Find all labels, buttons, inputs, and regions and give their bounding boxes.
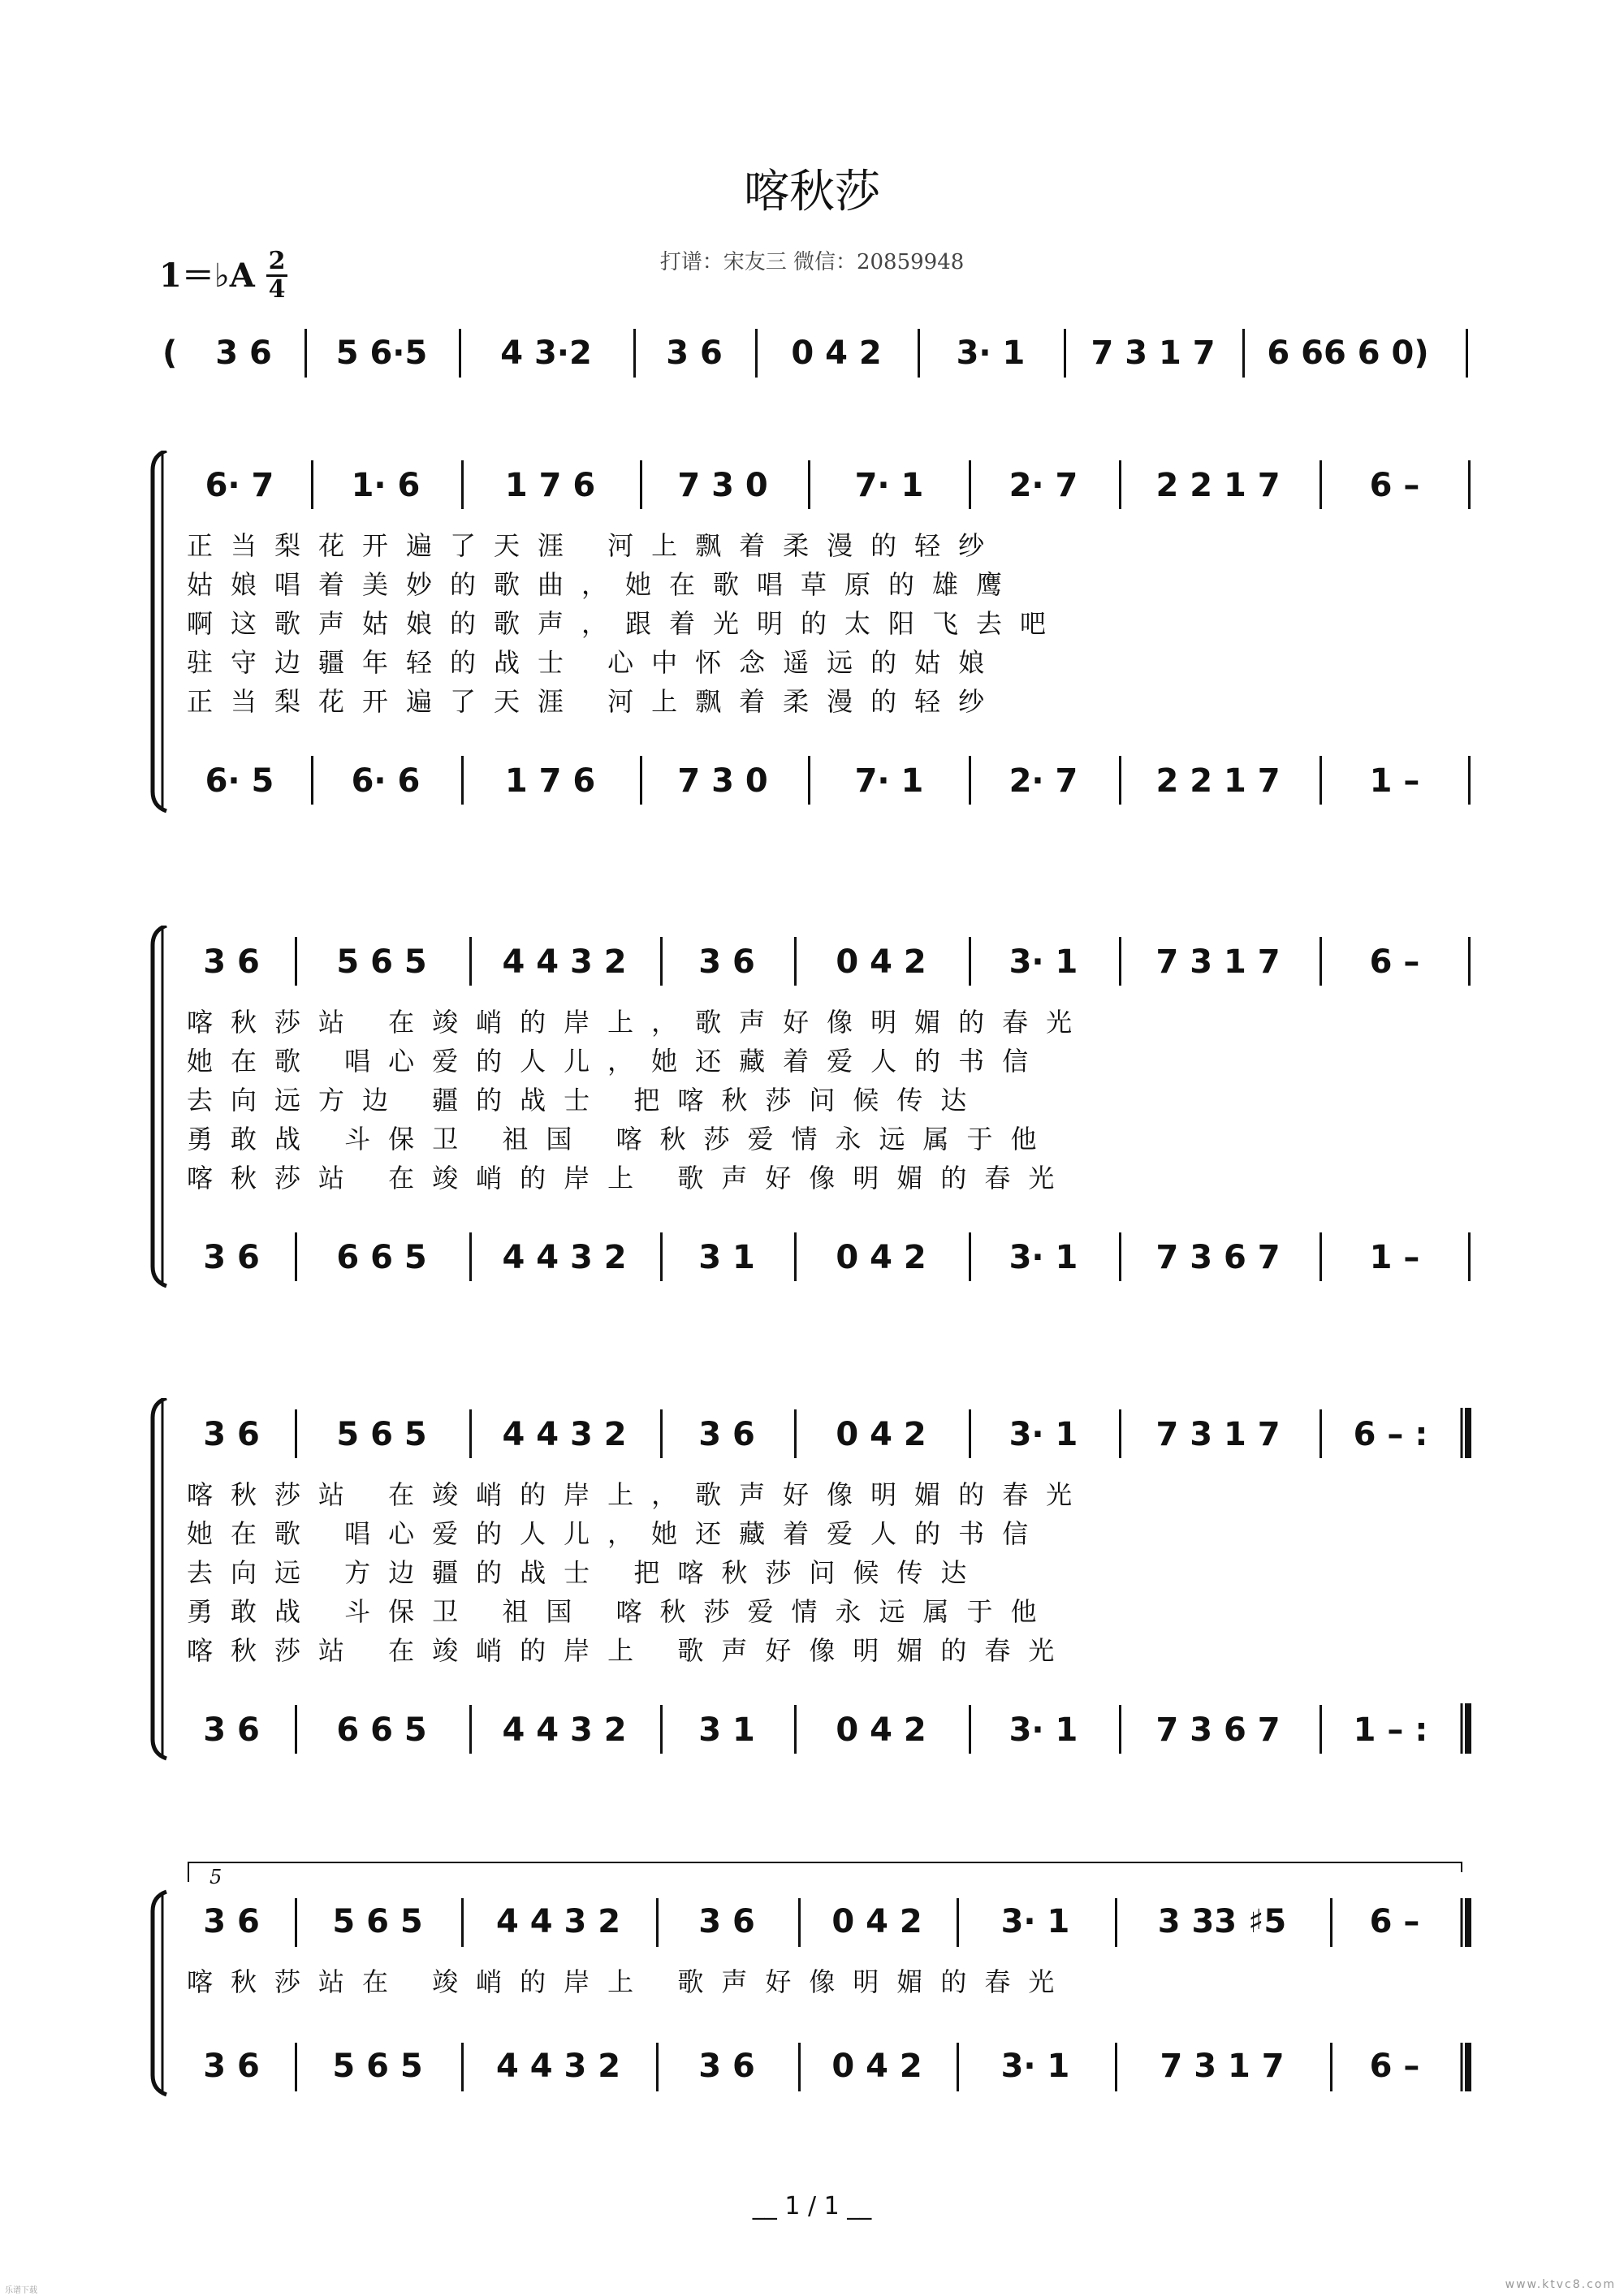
measure: 6· 5 (205, 762, 274, 800)
lyric-line: 喀秋莎站 在竣峭的岸上，歌声好像明媚的春光 (187, 1007, 1091, 1038)
measure: 5 6 5 (332, 2048, 423, 2085)
measure: 5 6 5 (332, 1903, 423, 1940)
measure: 6· 6 (351, 762, 421, 800)
measure: 7 3 6 7 (1155, 1239, 1281, 1276)
measure: 1 – (1369, 1239, 1420, 1276)
page-title: 喀秋莎 (744, 166, 880, 218)
intro-measure: 4 3·2 (500, 334, 592, 372)
lyric-line: 正当梨花开遍了天涯 河上飘着柔漫的轻纱 (187, 686, 1003, 717)
measure: 4 4 3 2 (502, 943, 627, 981)
measure: 0 4 2 (831, 1903, 922, 1940)
measure: 7 3 6 7 (1155, 1711, 1281, 1749)
system-2-upper (0, 943, 1624, 992)
measure: 6 – (1369, 467, 1420, 504)
lyric-line: 她在歌 唱心爱的人儿，她还藏着爱人的书信 (187, 1518, 1047, 1549)
lyric-line: 正当梨花开遍了天涯 河上飘着柔漫的轻纱 (187, 530, 1003, 561)
measure: 4 4 3 2 (502, 1711, 627, 1749)
measure: 3 6 (203, 2048, 260, 2085)
intro-measure: 0 4 2 (791, 334, 882, 372)
measure: 3· 1 (1009, 1711, 1078, 1749)
measure: 0 4 2 (836, 1239, 926, 1276)
measure: 3 6 (203, 943, 260, 981)
system-2 (0, 926, 1624, 1299)
measure: 6 – (1369, 1903, 1420, 1940)
measure: 3· 1 (1000, 1903, 1070, 1940)
measure: 6 – (1369, 2048, 1420, 2085)
lyric-line: 去向远 方边疆的战士 把喀秋莎问候传达 (187, 1557, 985, 1588)
lyric-line: 喀秋莎站 在竣峭的岸上，歌声好像明媚的春光 (187, 1479, 1091, 1510)
system-3-lower (0, 1711, 1624, 1760)
lyric-line: 啊这歌声姑娘的歌声，跟着光明的太阳飞去吧 (187, 608, 1065, 639)
system-1 (0, 451, 1624, 824)
lyric-line: 姑娘唱着美妙的歌曲，她在歌唱草原的雄鹰 (187, 569, 1021, 600)
measure: 2· 7 (1009, 467, 1078, 504)
measure: 2 2 1 7 (1155, 467, 1281, 504)
intro-measure: 6 66 6 0) (1267, 334, 1429, 372)
measure: 3 33 ♯5 (1157, 1903, 1287, 1940)
measure: 3· 1 (1000, 2048, 1070, 2085)
measure: 6 – : (1353, 1416, 1428, 1453)
measure: 2 2 1 7 (1155, 762, 1281, 800)
measure: 3 6 (203, 1239, 260, 1276)
intro-measure: 3· 1 (956, 334, 1026, 372)
measure: 3 6 (698, 943, 755, 981)
watermark-left: 乐谱下载 (5, 2286, 37, 2295)
measure: 2· 7 (1009, 762, 1078, 800)
measure: 3· 1 (1009, 1416, 1078, 1453)
measure: 7 3 0 (677, 467, 768, 504)
measure: 6 6 5 (336, 1711, 427, 1749)
measure: 7· 1 (854, 467, 924, 504)
key-signature: 1＝♭A (159, 257, 255, 295)
measure: 6 – (1369, 943, 1420, 981)
measure: 6 6 5 (336, 1239, 427, 1276)
measure: 3 6 (698, 2048, 755, 2085)
lyric-line: 驻守边疆年轻的战士 心中怀念遥远的姑娘 (187, 647, 1003, 678)
intro-measures (0, 334, 1624, 383)
measure: 6· 7 (205, 467, 274, 504)
time-signature (266, 248, 287, 303)
lyric-line: 勇敢战 斗保卫 祖国 喀秋莎爱情永远属于他 (187, 1124, 1055, 1154)
measure: 1 7 6 (504, 762, 596, 800)
measure: 0 4 2 (831, 2048, 922, 2085)
system-4 (0, 1859, 1624, 2103)
lyric-line: 喀秋莎站在 竣峭的岸上 歌声好像明媚的春光 (187, 1966, 1073, 1997)
system-4-lower (0, 2048, 1624, 2096)
intro-open-paren: ( (162, 334, 178, 372)
arranger-credit: 打谱：宋友三 微信：20859948 (659, 250, 965, 274)
measure: 1 – (1369, 762, 1420, 800)
intro-measure: 7 3 1 7 (1091, 334, 1216, 372)
measure: 7 3 1 7 (1155, 1416, 1281, 1453)
measure: 0 4 2 (836, 1416, 926, 1453)
measure: 5 6 5 (336, 1416, 427, 1453)
measure: 7 3 0 (677, 762, 768, 800)
measure: 7 3 1 7 (1160, 2048, 1285, 2085)
lyric-line: 喀秋莎站 在竣峭的岸上 歌声好像明媚的春光 (187, 1635, 1073, 1666)
lyric-line: 勇敢战 斗保卫 祖国 喀秋莎爱情永远属于他 (187, 1596, 1055, 1627)
measure: 3· 1 (1009, 1239, 1078, 1276)
measure: 3 6 (203, 1903, 260, 1940)
lyric-line: 她在歌 唱心爱的人儿，她还藏着爱人的书信 (187, 1046, 1047, 1077)
lyric-line: 喀秋莎站 在竣峭的岸上 歌声好像明媚的春光 (187, 1163, 1073, 1193)
measure: 3 1 (698, 1239, 755, 1276)
watermark-right: www.ktvc8.com (1505, 2278, 1616, 2291)
measure: 4 4 3 2 (502, 1239, 627, 1276)
measure: 4 4 3 2 (502, 1416, 627, 1453)
time-sig-top: 2 (268, 247, 286, 275)
system-1-upper (0, 467, 1624, 516)
measure: 3 6 (203, 1711, 260, 1749)
intro-line (0, 325, 1624, 390)
measure: 3 6 (698, 1416, 755, 1453)
intro-measure: 3 6 (215, 334, 272, 372)
measure: 7· 1 (854, 762, 924, 800)
lyric-line: 去向远方边 疆的战士 把喀秋莎问候传达 (187, 1085, 985, 1116)
measure: 3 6 (203, 1416, 260, 1453)
measure: 0 4 2 (836, 1711, 926, 1749)
measure: 5 6 5 (336, 943, 427, 981)
measure: 1 – : (1353, 1711, 1428, 1749)
system-1-lower (0, 762, 1624, 811)
intro-measure: 3 6 (666, 334, 723, 372)
time-sig-bottom: 4 (268, 275, 286, 304)
measure: 3 1 (698, 1711, 755, 1749)
measure: 0 4 2 (836, 943, 926, 981)
measure: 7 3 1 7 (1155, 943, 1281, 981)
measure: 4 4 3 2 (495, 2048, 621, 2085)
measure-number: 5 (209, 1866, 222, 1888)
system-3 (0, 1398, 1624, 1772)
intro-measure: 5 6·5 (335, 334, 428, 372)
measure: 3· 1 (1009, 943, 1078, 981)
system-2-lower (0, 1239, 1624, 1288)
system-4-upper (0, 1903, 1624, 1952)
measure: 1 7 6 (504, 467, 596, 504)
measure: 3 6 (698, 1903, 755, 1940)
measure: 1· 6 (351, 467, 421, 504)
system-3-upper (0, 1416, 1624, 1465)
measure: 4 4 3 2 (495, 1903, 621, 1940)
page-footer: __ 1 / 1 __ (752, 2192, 872, 2220)
